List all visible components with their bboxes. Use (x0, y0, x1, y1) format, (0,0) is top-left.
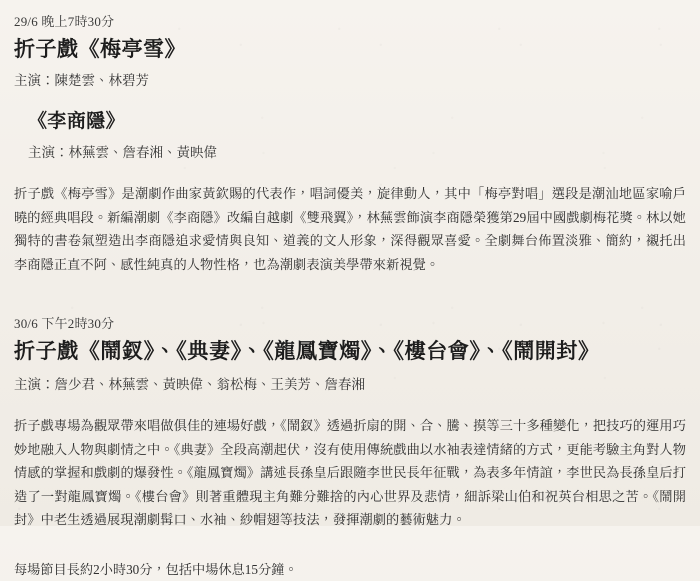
section-divider-spacer (14, 276, 686, 310)
footnote-spacer (14, 532, 686, 558)
section-2-title: 折子戲《鬧釵》、《典妻》、《龍鳳寶燭》、《樓台會》、《鬧開封》 (14, 339, 600, 363)
section-1-description: 折子戲《梅亭雪》是潮劇作曲家黃欽賜的代表作，唱詞優美，旋律動人，其中「梅亭對唱」選段是潮汕地區家喻戶曉的經典唱段。新編潮劇《李商隱》改編自越劇《雙飛翼》，林蕪雲飾演李商隱榮獲第29屆中國戲劇梅花獎。林以她獨特的書卷氣塑造出李商隱追求愛情與良知、道義的文人形象，深得觀眾喜愛。全劇舞台佈置淡雅、簡約，襯托出李商隱正直不阿、感性純真的人物性格，也為潮劇表演美學帶來新視覺。 (14, 186, 686, 272)
section-2-description: 折子戲專場為觀眾帶來唱做俱佳的連場好戲，《鬧釵》透過折扇的開、合、騰、摸等三十多種變化，把技巧的運用巧妙地融入人物與劇情之中。《典妻》全段高潮起伏，沒有使用傳統戲曲以水袖表達情緒的方式，更能考驗主角對人物情感的掌握和戲劇的爆發性。《龍鳳寶燭》講述長孫皇后跟隨李世民長年征戰，為表多年情誼，李世民為長孫皇后打造了一對龍鳳寶燭。《樓台會》則著重體現主角難分難捨的內心世界及悲情，細訴梁山伯和祝英台相思之苦。《鬧開封》中老生透過展現潮劇髯口、水袖、紗帽翅等技法，發揮潮劇的藝術魅力。 (14, 418, 686, 527)
section-1-datetime: 29/6 晚上7時30分 (14, 14, 115, 29)
program-section-2 (14, 314, 686, 532)
section-2-cast: 主演：詹少君、林蕪雲、黃映偉、翁松梅、王美芳、詹春湘 (14, 377, 365, 392)
program-footnote: 每場節目長約2小時30分，包括中場休息15分鐘。 (14, 561, 298, 577)
program-section-1 (14, 12, 686, 276)
section-1-subtitle: 《李商隱》 (28, 111, 126, 132)
section-1-title: 折子戲《梅亭雪》 (14, 37, 186, 61)
section-2-datetime: 30/6 下午2時30分 (14, 316, 115, 331)
section-1-subtitle-cast: 主演：林蕪雲、詹春湘、黃映偉 (28, 145, 217, 160)
section-1-cast: 主演：陳楚雲、林碧芳 (14, 73, 149, 88)
